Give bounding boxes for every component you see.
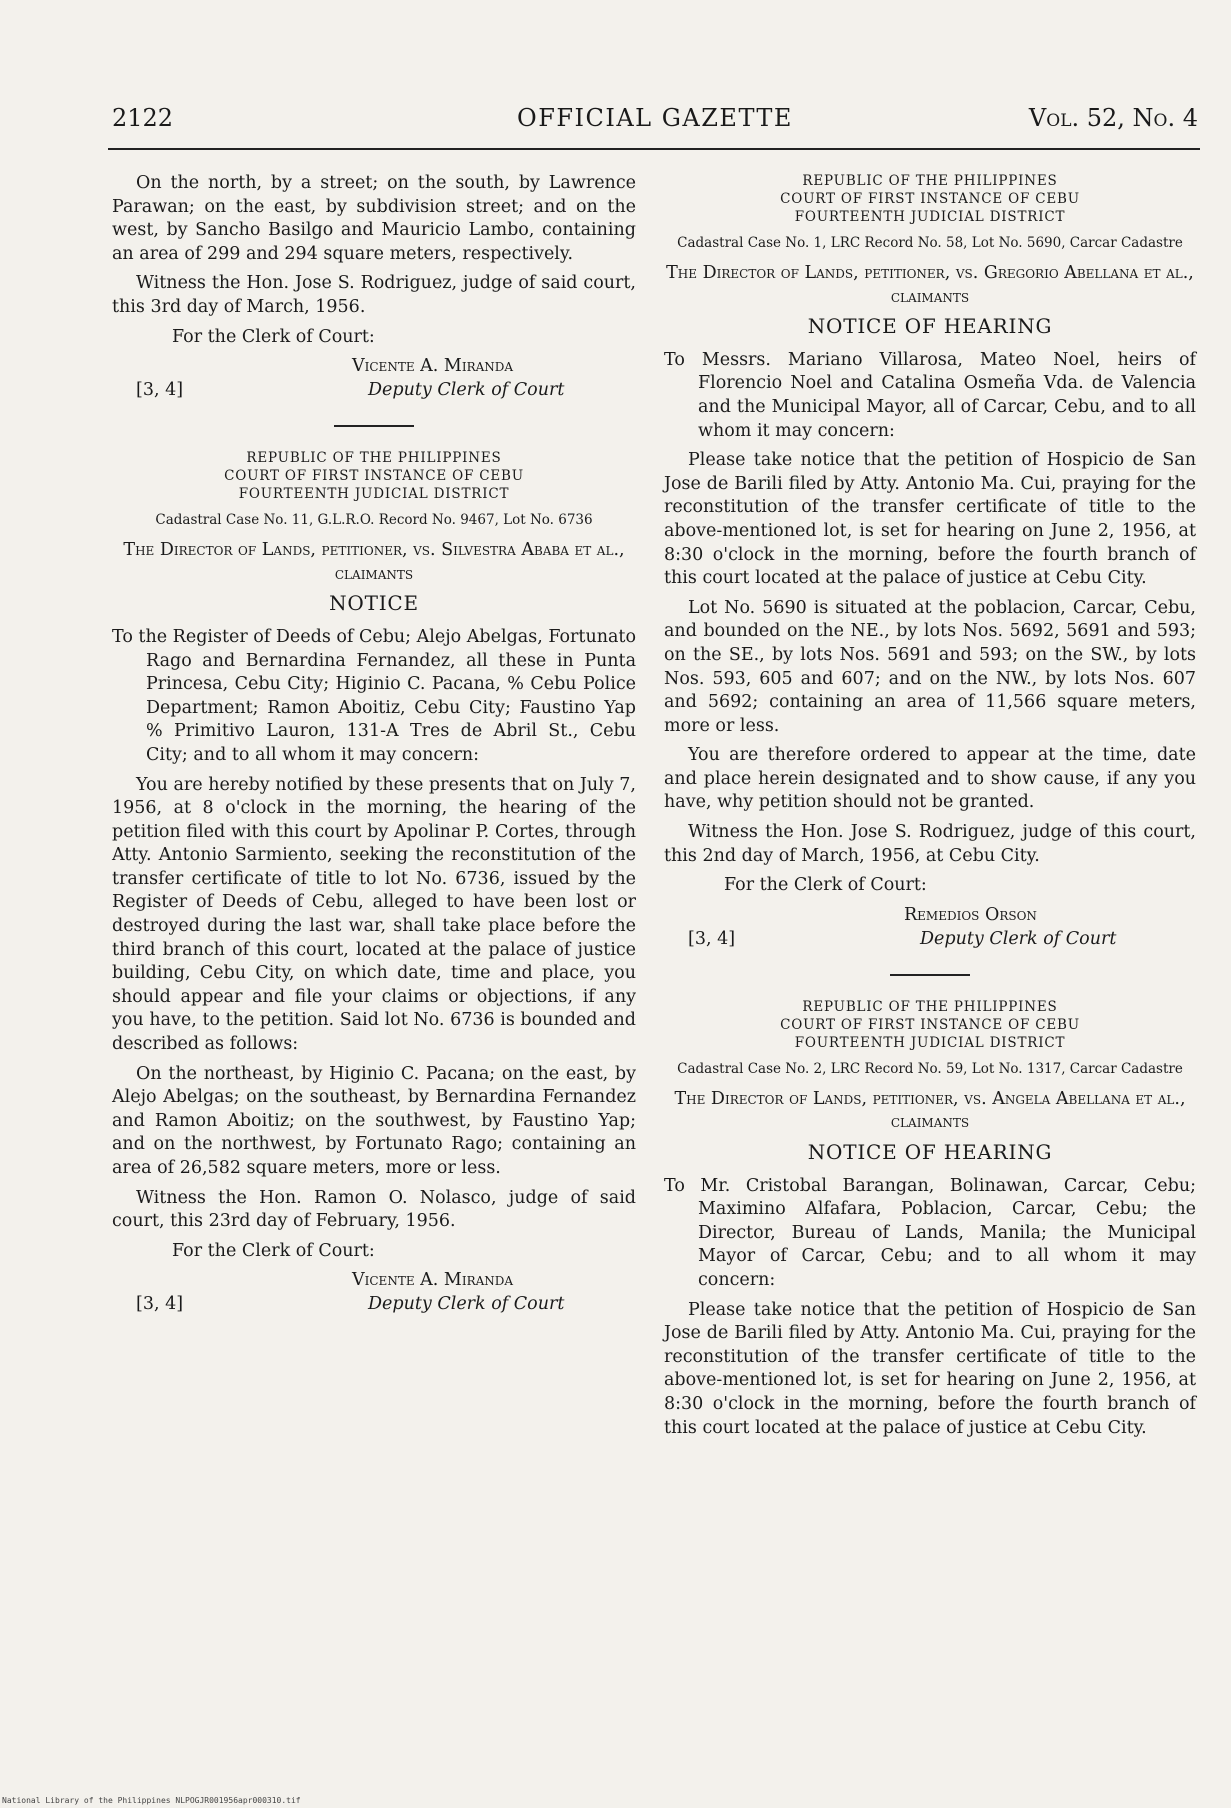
addressees: To the Register of Deeds of Cebu; Alejo Abelgas, Fortunato Rago and Bernardina Fernandez, all these in Punta Princesa, Cebu City; Higinio C. Pacana, % Cebu Police Department; Ramon Aboitiz, Cebu City; Faustino Yap % Primitivo Lauron, 131-A Tres de Abril St., Cebu City; and to all whom it may concern: xyxy=(112,626,636,765)
signatory-name: Vicente A. Miranda xyxy=(352,1270,514,1291)
signatory-title: Deputy Clerk of Court xyxy=(368,1294,565,1315)
publication-title: OFFICIAL GAZETTE xyxy=(517,104,793,132)
court-header-line: REPUBLIC OF THE PHILIPPINES xyxy=(802,173,1058,189)
case-parties: The Director of Lands, petitioner, vs. Angela Abellana et al., claimants xyxy=(674,1088,1186,1133)
notice-title: NOTICE OF HEARING xyxy=(807,314,1053,339)
signature-block xyxy=(112,1269,636,1319)
court-header-line: COURT OF FIRST INSTANCE OF CEBU xyxy=(780,191,1080,207)
issue-reference: [3, 4] xyxy=(136,1294,184,1315)
notice-body: Please take notice that the petition of Hospicio de San Jose de Barili filed by Atty. Antonio Ma. Cui, praying for the reconstitution of the transfer certificate of title to the above-mentioned lot, is set for hearing on June 2, 1956, at 8:30 o'clock in the morning, before the fourth branch of this court located at the palace of justice at Cebu City. xyxy=(664,450,1196,589)
opening-paragraph: On the north, by a street; on the south, by Lawrence Parawan; on the east, by subdivision street; and on the west, by Sancho Basilgo and Mauricio Lambo, containing an area of 299 and 294 square meters, respectively. xyxy=(112,173,636,264)
case-parties: The Director of Lands, petitioner, vs. Gregorio Abellana et al., claimants xyxy=(666,263,1194,307)
notice-body: Please take notice that the petition of Hospicio de San Jose de Barili filed by Atty. Antonio Ma. Cui, praying for the reconstitution of the transfer certificate of title to the above-mentioned lot, is set for hearing on June 2, 1956, at 8:30 o'clock in the morning, before the fourth branch of this court located at the palace of justice at Cebu City. xyxy=(664,1299,1196,1438)
case-reference: Cadastral Case No. 1, LRC Record No. 58, Lot No. 5690, Carcar Cadastre xyxy=(677,235,1183,251)
volume-label: Vol. 52, No. 4 xyxy=(1028,104,1198,132)
page-number: 2122 xyxy=(112,104,174,132)
addressees: To Messrs. Mariano Villarosa, Mateo Noel, heirs of Florencio Noel and Catalina Osmeña Vda. de Valencia and the Municipal Mayor, all of Carcar, Cebu, and to all whom it may concern: xyxy=(664,349,1196,441)
scan-footer: National Library of the Philippines NLPOGJR001956apr000310.tif xyxy=(2,1796,301,1805)
witness-paragraph: Witness the Hon. Jose S. Rodriguez, judge of said court, this 3rd day of March, 1956. xyxy=(112,273,636,317)
lot-boundaries: Lot No. 5690 is situated at the poblacion, Carcar, Cebu, and bounded on the NE., by lots Nos. 5692, 5691 and 593; on the SE., by lots Nos. 5691 and 593; on the SW., by lots Nos. 593, 605 and 607; and on the NW., by lots Nos. 607 and 5692; containing an area of 11,566 square meters, more or less. xyxy=(664,597,1196,736)
signatory-title: Deputy Clerk of Court xyxy=(920,928,1117,949)
court-header-line: FOURTEENTH JUDICIAL DISTRICT xyxy=(794,1034,1066,1051)
issue-reference: [3, 4] xyxy=(688,928,736,949)
for-clerk-line: For the Clerk of Court: xyxy=(172,1240,375,1261)
for-clerk-line: For the Clerk of Court: xyxy=(172,326,375,347)
court-header-line: FOURTEENTH JUDICIAL DISTRICT xyxy=(238,486,510,503)
court-header-line: COURT OF FIRST INSTANCE OF CEBU xyxy=(224,468,524,485)
signatory-title: Deputy Clerk of Court xyxy=(368,380,565,401)
court-header-line: FOURTEENTH JUDICIAL DISTRICT xyxy=(794,209,1066,225)
issue-reference: [3, 4] xyxy=(136,380,184,401)
header-rule xyxy=(108,148,1200,150)
section-separator xyxy=(334,425,414,427)
case-reference: Cadastral Case No. 11, G.L.R.O. Record No. 9467, Lot No. 6736 xyxy=(155,512,593,529)
page-header xyxy=(112,104,1198,144)
court-header-line: COURT OF FIRST INSTANCE OF CEBU xyxy=(780,1016,1080,1033)
court-header-line: REPUBLIC OF THE PHILIPPINES xyxy=(246,450,502,467)
addressees: To Mr. Cristobal Barangan, Bolinawan, Carcar, Cebu; Maximino Alfafara, Poblacion, Carcar, Cebu; the Director, Bureau of Lands, Manila; the Municipal Mayor of Carcar, Cebu; and to all whom it may concern: xyxy=(664,1175,1196,1290)
case-parties: The Director of Lands, petitioner, vs. Silvestra Ababa et al., claimants xyxy=(123,540,625,584)
witness-paragraph: Witness the Hon. Jose S. Rodriguez, judge of this court, this 2nd day of March, 1956, at Cebu City. xyxy=(664,822,1196,866)
right-column xyxy=(664,172,1196,1446)
notice-title: NOTICE OF HEARING xyxy=(807,1140,1053,1165)
lot-boundaries: On the northeast, by Higinio C. Pacana; on the east, by Alejo Abelgas; on the southeast, by Bernardina Fernandez and Ramon Aboitiz; on the southwest, by Faustino Yap; and on the northwest, by Fortunato Rago; containing an area of 26,582 square meters, more or less. xyxy=(112,1063,636,1178)
notice-title: NOTICE xyxy=(329,591,419,616)
notice-body: You are hereby notified by these presents that on July 7, 1956, at 8 o'clock in the morning, the hearing of the petition filed with this court by Apolinar P. Cortes, through Atty. Antonio Sarmiento, seeking the reconstitution of the transfer certificate of title to lot No. 6736, issued by the Register of Deeds of Cebu, alleged to have been lost or destroyed during the last war, shall take place before the third branch of this court, located at the palace of justice building, Cebu City, on which date, time and place, you should appear and file your claims or objections, if any you have, to the petition. Said lot No. 6736 is bounded and described as follows: xyxy=(112,774,636,1055)
signatory-name: Remedios Orson xyxy=(904,904,1037,925)
signature-block xyxy=(664,904,1196,954)
witness-paragraph: Witness the Hon. Ramon O. Nolasco, judge of said court, this 23rd day of February, 1956. xyxy=(112,1187,636,1232)
signatory-name: Vicente A. Miranda xyxy=(352,356,514,377)
order-paragraph: You are therefore ordered to appear at the time, date and place herein designated and to show cause, if any you have, why petition should not be granted. xyxy=(664,745,1196,813)
case-reference: Cadastral Case No. 2, LRC Record No. 59, Lot No. 1317, Carcar Cadastre xyxy=(677,1060,1183,1077)
court-header-line: REPUBLIC OF THE PHILIPPINES xyxy=(802,998,1058,1015)
section-separator xyxy=(890,974,970,976)
for-clerk-line: For the Clerk of Court: xyxy=(724,875,927,896)
left-column xyxy=(112,172,636,1319)
signature-block xyxy=(112,355,636,405)
